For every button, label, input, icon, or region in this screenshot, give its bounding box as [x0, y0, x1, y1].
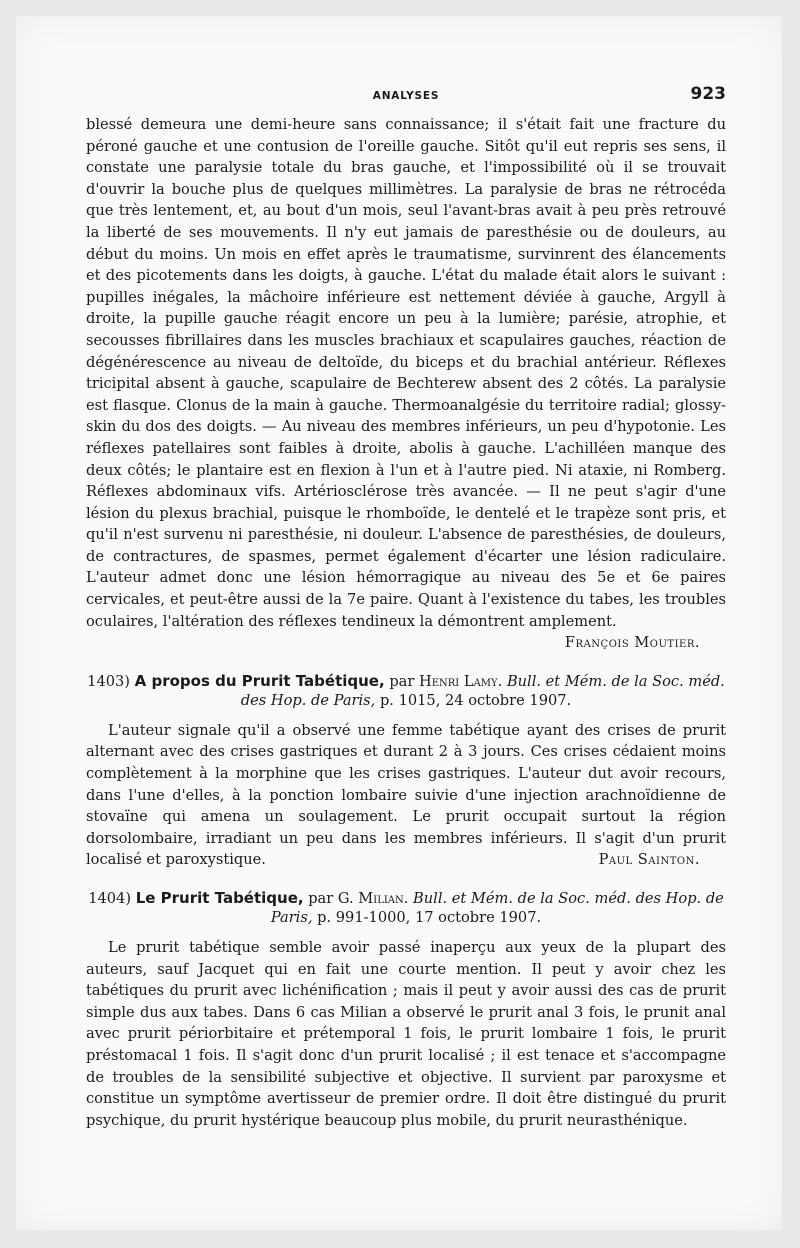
- intro-paragraph: [86, 114, 726, 652]
- running-title: ANALYSES: [372, 90, 440, 102]
- entry-pages: p. 1015, 24 octobre 1907.: [379, 691, 572, 709]
- entry-body-text: Le prurit tabétique semble avoir passé inaperçu aux yeux de la plupart des auteurs, sauf Jacquet qui en fait une courte mention. Il peut y avoir chez les tabétiques du prurit avec lichénification ; mais il peut y avoir aussi des cas de prurit simple dus aux tabes. Dans 6 cas Milian a observé le prurit anal 3 fois, le prunit anal avec prurit périorbitaire et prétemporal 1 fois, le prurit lombaire 1 fois, le prurit préstomacal 1 fois. Il s'agit donc d'un prurit localisé ; il est tenace et s'accompagne de troubles de la sensibilité subjective et objective. Il survient par paroxysme et constitue un symptôme avertisseur de premier ordre. Il doit être distingué du prurit psychique, du prurit hystérique beaucoup plus mobile, du prurit neurasthénique.: [86, 939, 726, 1129]
- page-number: 923: [690, 84, 726, 104]
- entry-title: Le Prurit Tabétique,: [135, 889, 304, 907]
- page-content: [86, 86, 726, 1131]
- entry-author: G. Milian.: [337, 890, 409, 907]
- entry-1404-heading: [86, 889, 726, 927]
- scanned-page: [16, 16, 782, 1230]
- entry-reference: Bull. et Mém. de la Soc. méd. des Hop. de Paris,: [240, 672, 725, 709]
- entry-1403-heading: [86, 672, 726, 710]
- entry-1403-body: [86, 720, 726, 871]
- entry-signature: Paul Sainton.: [598, 851, 700, 869]
- entry-by: par: [308, 890, 334, 907]
- entry-title: A propos du Prurit Tabétique,: [134, 671, 385, 690]
- entry-1404-body: [86, 937, 726, 1131]
- entry-author: Henri Lamy.: [419, 672, 503, 690]
- entry-pages: p. 991-1000, 17 octobre 1907.: [317, 909, 542, 926]
- running-head: [86, 86, 726, 114]
- entry-number: 1404): [88, 890, 132, 907]
- entry-by: par: [389, 672, 415, 690]
- intro-signature: François Moutier.: [564, 634, 700, 652]
- intro-text: blessé demeura une demi-heure sans connaissance; il s'était fait une fracture du péroné gauche et une contusion de l'oreille gauche. Sitôt qu'il eut repris ses sens, il constate une paralysie totale du bras gauche, et l'impossibilité où il se trouvait d'ouvrir la bouche plus de quelques millimètres. La paralysie de bras ne rétrocéda que très lentement, et, au bout d'un mois, seul l'avant-bras avait à peu près retrouvé la liberté de ses mouvements. Il n'y eut jamais de paresthésie ou de douleurs, au début du moins. Un mois en effet après le traumatisme, survinrent des élancements et des picotements dans les doigts, à gauche. L'état du malade était alors le suivant : pupilles inégales, la mâchoire inférieure est nettement déviée à gauche, Argyll à droite, la pupille gauche réagit encore un peu à la lumière; parésie, atrophie, et secousses fibrillaires dans les muscles brachiaux et scapulaires gauches, réaction de dégénérescence au niveau de deltoïde, du biceps et du brachial antérieur. Réflexes tricipital absent à gauche, scapulaire de Bechterew absent des 2 côtés. La paralysie est flasque. Clonus de la main à gauche. Thermoanalgésie du territoire radial; glossy-skin du dos des doigts. — Au niveau des membres inférieurs, un peu d'hypotonie. Les réflexes patellaires sont faibles à droite, abolis à gauche. L'achilléen manque des deux côtés; le plantaire est en flexion à l'un et à l'autre pied. Ni ataxie, ni Romberg. Réflexes abdominaux vifs. Artériosclérose très avancée. — Il ne peut s'agir d'une lésion du plexus brachial, puisque le rhomboïde, le dentelé et le trapèze sont pris, et qu'il n'est survenu ni paresthésie, ni douleur. L'absence de paresthésies, de douleurs, de contractures, de spasmes, permet également d'écarter une lésion radiculaire. L'auteur admet donc une lésion hémorragique au niveau des 5e et 6e paires cervicales, et peut-être aussi de la 7e paire. Quant à l'existence du tabes, les troubles oculaires, l'altération des réflexes tendineux la démontrent amplement.: [86, 116, 726, 630]
- entry-number: 1403): [87, 672, 130, 690]
- entry-body-text: L'auteur signale qu'il a observé une femme tabétique ayant des crises de prurit alternant avec des crises gastriques et durant 2 à 3 jours. Ces crises cédaient moins complètement à la morphine que les crises gastriques. L'auteur dut avoir recours, dans l'une d'elles, à la ponction lombaire suivie d'une injection arachnoïdienne de stovaïne qui amena un soulagement. Le prurit occupait surtout la région dorsolombaire, irradiant un peu dans les membres inférieurs. Il s'agit d'un prurit localisé et paroxystique.: [86, 721, 726, 869]
- entry-reference: Bull. et Mém. de la Soc. méd. des Hop. de Paris,: [270, 890, 724, 926]
